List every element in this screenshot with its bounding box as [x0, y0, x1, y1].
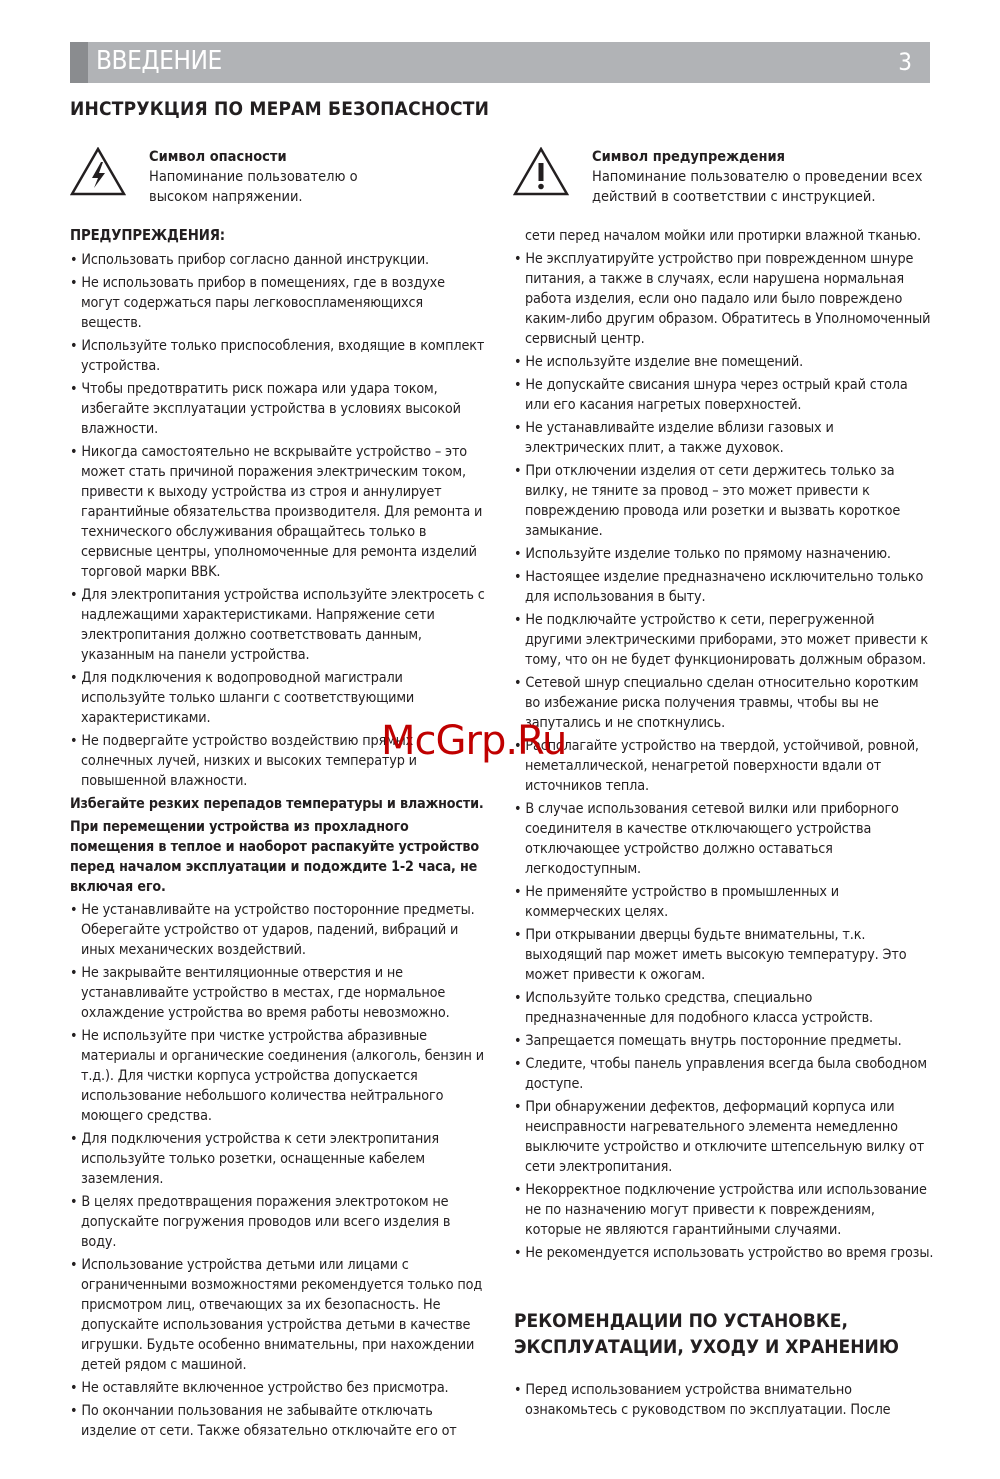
list-item: • Не подключайте устройство к сети, перегруженной другими электрическими приборами, это может привести к тому, что он не будет функционировать должным образом.: [514, 612, 929, 668]
list-item: • В целях предотвращения поражения электротоком не допускайте погружения проводов или всего изделия в воду.: [70, 1194, 451, 1250]
section2-body: [514, 1380, 934, 1423]
continuation-text: сети перед началом мойки или протирки влажной тканью.: [525, 228, 921, 244]
list-item: • Перед использованием устройства внимательно ознакомьтесь с руководством по эксплуатации. После: [514, 1382, 891, 1418]
right-column: [514, 226, 934, 1266]
list-item: • Не применяйте устройство в промышленных и коммерческих целях.: [514, 884, 840, 920]
left-column: [70, 226, 485, 1444]
list-item: • В случае использования сетевой вилки или приборного соединителя в качестве отключающего устройства отключающее устройство должно оставаться легкодоступным.: [514, 801, 899, 877]
list-item: • Не устанавливайте изделие вблизи газовых и электрических плит, а также духовок.: [514, 420, 834, 456]
list-item: • Для подключения к водопроводной магистрали используйте только шланги с соответствующими характеристиками.: [70, 670, 415, 726]
list-item: • Использовать прибор согласно данной инструкции.: [70, 252, 429, 268]
section2-title-line1: РЕКОМЕНДАЦИИ ПО УСТАНОВКЕ,: [514, 1310, 848, 1332]
list-item: • Некорректное подключение устройства или использование не по назначению могут привести к повреждениям, которые не являются гарантийными случаями.: [514, 1182, 927, 1238]
list-item: • Располагайте устройство на твердой, устойчивой, ровной, неметаллической, ненагретой поверхности вдали от источников тепла.: [514, 738, 919, 794]
bold-notice-2: При перемещении устройства из прохладного помещения в теплое и наоборот распакуйте устройство перед началом эксплуатации и подождите 1-2 часа, не включая его.: [70, 819, 479, 895]
header-accent: [70, 42, 88, 83]
list-item: • Чтобы предотвратить риск пожара или удара током, избегайте эксплуатации устройства в условиях высокой влажности.: [70, 381, 461, 437]
page-title: ИНСТРУКЦИЯ ПО МЕРАМ БЕЗОПАСНОСТИ: [70, 98, 490, 120]
list-item: • Используйте только средства, специально предназначенные для подобного класса устройств.: [514, 990, 873, 1026]
list-item: • Не допускайте свисания шнура через острый край стола или его касания нагретых поверхностей.: [514, 377, 908, 413]
list-item: • Используйте изделие только по прямому назначению.: [514, 546, 891, 562]
warning-symbol-text: Напоминание пользователю о проведении всех действий в соответствии с инструкцией.: [592, 169, 923, 205]
section-title: ВВЕДЕНИЕ: [96, 46, 222, 76]
watermark: McGrp.Ru: [381, 718, 567, 764]
list-item: • Не рекомендуется использовать устройство во время грозы.: [514, 1245, 934, 1261]
list-item: • Не закрывайте вентиляционные отверстия и не устанавливайте устройство в местах, где нормальное охлаждение устройства во время работы невозможно.: [70, 965, 450, 1021]
list-item: • Не оставляйте включенное устройство без присмотра.: [70, 1380, 449, 1396]
list-item: • Не используйте при чистке устройства абразивные материалы и органические соединения (алкоголь, бензин и т.д.). Для чистки корпуса устройства допускается использование небольшого количества нейтрального моющего средства.: [70, 1028, 484, 1124]
list-item: • Не использовать прибор в помещениях, где в воздухе могут содержаться пары легковоспламеняющихся веществ.: [70, 275, 445, 331]
list-item: • Никогда самостоятельно не вскрывайте устройство – это может стать причиной поражения электрическим током, привести к выходу устройства из строя и аннулирует гарантийные обязательства производителя. Для ремонта и технического обслуживания обращайтесь только в сервисные центры, уполномоченные для ремонта изделий торговой марки BBK.: [70, 444, 483, 580]
list-item: • Использование устройства детьми или лицами с ограниченными возможностями рекомендуется только под присмотром лиц, отвечающих за их безопасность. Не допускайте использования устройства детьми в качестве игрушки. Будьте особенно внимательны, при нахождении детей рядом с машиной.: [70, 1257, 483, 1373]
list-item: • Не устанавливайте на устройство посторонние предметы. Оберегайте устройство от ударов, падений, вибраций и иных механических воздействий.: [70, 902, 475, 958]
list-item: • По окончании пользования не забывайте отключать изделие от сети. Также обязательно отключайте его от: [70, 1403, 457, 1439]
warning-symbol-title: Символ предупреждения: [592, 149, 786, 165]
danger-symbol-text: Напоминание пользователю о высоком напряжении.: [149, 169, 358, 205]
list-item: • Не подвергайте устройство воздействию прямых солнечных лучей, низких и высоких температур и повышенной влажности.: [70, 733, 417, 789]
list-item: • Запрещается помещать внутрь посторонние предметы.: [514, 1033, 902, 1049]
list-item: • Не эксплуатируйте устройство при поврежденном шнуре питания, а также в случаях, если нарушена нормальная работа изделия, если оно падало или было повреждено каким-либо другим образом. Обратитесь в Уполномоченный сервисный центр.: [514, 251, 931, 347]
warnings-subheading: ПРЕДУПРЕЖДЕНИЯ:: [70, 227, 225, 244]
list-item: • Для подключения устройства к сети электропитания используйте только розетки, оснащенные кабелем заземления.: [70, 1131, 439, 1187]
list-item: • Сетевой шнур специально сделан относительно коротким во избежание риска получения травмы, чтобы вы не запутались и не споткнулись.: [514, 675, 919, 731]
section2-title: [514, 1308, 899, 1360]
list-item: • Не используйте изделие вне помещений.: [514, 354, 804, 370]
danger-symbol-title: Символ опасности: [149, 149, 287, 165]
list-item: • Используйте только приспособления, входящие в комплект устройства.: [70, 338, 485, 374]
warning-icon: [513, 147, 569, 197]
high-voltage-icon: [70, 147, 126, 197]
list-item: • При отключении изделия от сети держитесь только за вилку, не тяните за провод – это может привести к повреждению провода или розетки и вызвать короткое замыкание.: [514, 463, 901, 539]
list-item: • Для электропитания устройства используйте электросеть с надлежащими характеристиками. Напряжение сети электропитания должно соответствовать данным, указанным на панели устройства.: [70, 587, 485, 663]
list-item: • При обнаружении дефектов, деформаций корпуса или неисправности нагревательного элемента немедленно выключите устройство и отключите штепсельную вилку от сети электропитания.: [514, 1099, 925, 1175]
bold-notice-1: Избегайте резких перепадов температуры и влажности.: [70, 796, 484, 812]
section2-title-line2: ЭКСПЛУАТАЦИИ, УХОДУ И ХРАНЕНИЮ: [514, 1336, 899, 1358]
list-item: • При открывании дверцы будьте внимательны, т.к. выходящий пар может иметь высокую температуру. Это может привести к ожогам.: [514, 927, 907, 983]
page-number: 3: [898, 48, 912, 76]
list-item: • Настоящее изделие предназначено исключительно только для использования в быту.: [514, 569, 924, 605]
list-item: • Следите, чтобы панель управления всегда была свободном доступе.: [514, 1056, 927, 1092]
